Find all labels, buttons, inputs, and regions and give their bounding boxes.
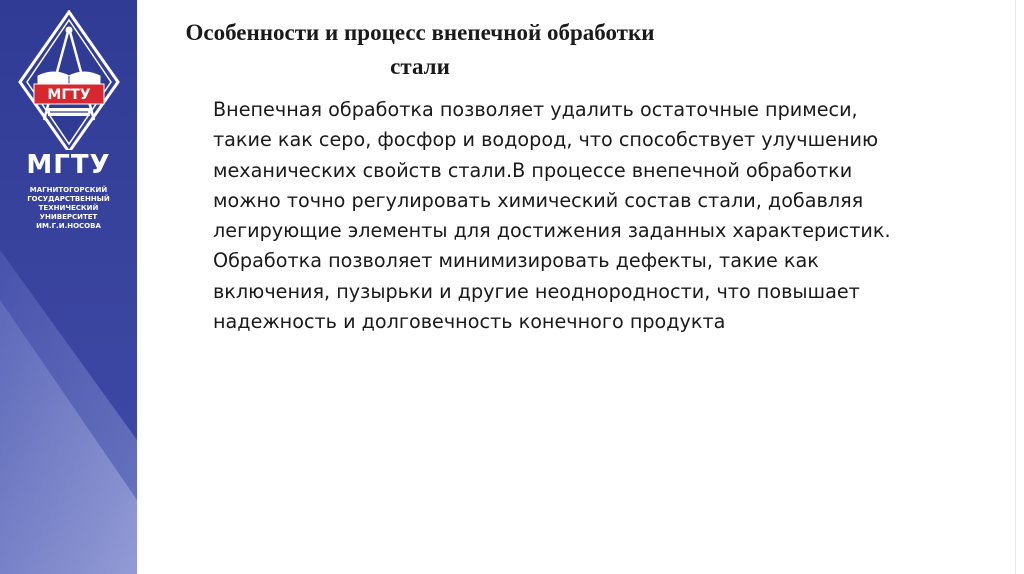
logo-subtitle-line: ГОСУДАРСТВЕННЫЙ [27, 195, 110, 203]
body-line: Обработка позволяет минимизировать дефекты, такие как [213, 249, 819, 273]
logo-subtitle-line: УНИВЕРСИТЕТ [39, 213, 98, 221]
body-line: Внепечная обработка позволяет удалить остаточные примеси, [213, 98, 858, 121]
emblem-text: МГТУ [47, 87, 91, 103]
sidebar-panel [0, 0, 137, 574]
logo-subtitle [0, 186, 137, 231]
slide-title [137, 16, 703, 84]
slide-title-line: Особенности и процесс внепечной обработки [185, 20, 655, 45]
body-line: такие как серо, фосфор и водород, что способствует улучшению [213, 128, 879, 152]
logo-subtitle-line: ТЕХНИЧЕСКИЙ [38, 204, 99, 212]
logo-subtitle-line: МАГНИТОГОРСКИЙ [29, 186, 108, 194]
body-line: надежность и долговечность конечного продукта [213, 310, 726, 334]
slide-body [213, 95, 973, 337]
logo-subtitle-line: ИМ.Г.И.НОСОВА [36, 222, 101, 230]
body-line: легирующие элементы для достижения заданных характеристик. [213, 219, 891, 243]
divider [1015, 0, 1016, 574]
slide-title-line: стали [390, 54, 450, 79]
logo-name: МГТУ [26, 150, 111, 180]
body-line: механических свойств стали.В процессе внепечной обработки [213, 158, 853, 182]
body-line: можно точно регулировать химический состав стали, добавляя [213, 188, 864, 212]
university-emblem-icon [14, 10, 124, 150]
body-line: включения, пузырьки и другие неоднородности, что повышает [213, 279, 860, 303]
